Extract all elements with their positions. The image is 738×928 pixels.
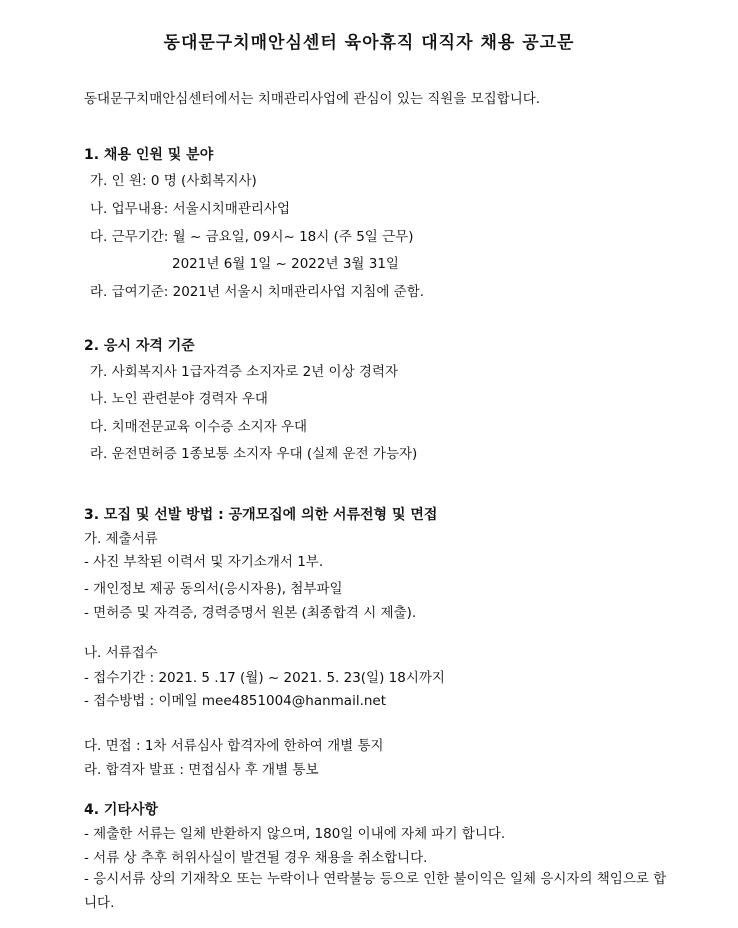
- section-2-item: 라. 운전면허증 1종보통 소지자 우대 (실제 운전 가능자): [90, 446, 418, 462]
- section-3-item: - 개인정보 제공 동의서(응시자용), 첨부파일: [84, 581, 343, 597]
- section-3-heading: 3. 모집 및 선발 방법 : 공개모집에 의한 서류전형 및 면접: [84, 507, 438, 523]
- section-2-item: 다. 치매전문교육 이수증 소지자 우대: [90, 419, 308, 435]
- intro-text: 동대문구치매안심센터에서는 치매관리사업에 관심이 있는 직원을 모집합니다.: [84, 91, 541, 107]
- section-1-item: 라. 급여기준: 2021년 서울시 치매관리사업 지침에 준함.: [90, 284, 425, 300]
- section-1-item: 다. 근무기간: 월 ~ 금요일, 09시~ 18시 (주 5일 근무): [90, 229, 414, 245]
- section-4-heading: 4. 기타사항: [84, 802, 159, 818]
- section-2-item: 나. 노인 관련분야 경력자 우대: [90, 391, 268, 407]
- section-4-item: - 응시서류 상의 기재착오 또는 누락이나 연락불능 등으로 인한 불이익은 일체 응시자의 책임으로 합니다.: [84, 871, 667, 911]
- section-1-item: 나. 업무내용: 서울시치매관리사업: [90, 201, 290, 217]
- section-3-sub-c: 다. 면접 : 1차 서류심사 합격자에 한하여 개별 통지: [84, 738, 384, 754]
- section-3-item: - 접수기간 : 2021. 5 .17 (월) ~ 2021. 5. 23(일) 18시까지: [84, 670, 445, 686]
- section-3-item: - 접수방법 : 이메일 mee4851004@hanmail.net: [84, 693, 387, 709]
- section-1-item: 가. 인 원: 0 명 (사회복지사): [90, 173, 257, 189]
- document-title: 동대문구치매안심센터 육아휴직 대직자 채용 공고문: [163, 33, 575, 53]
- section-3-sub-b: 나. 서류접수: [84, 645, 158, 661]
- section-4-item: - 서류 상 추후 허위사실이 발견될 경우 채용을 취소합니다.: [84, 850, 428, 866]
- section-4-item: - 제출한 서류는 일체 반환하지 않으며, 180일 이내에 자체 파기 합니다.: [84, 826, 506, 842]
- section-1-item: 2021년 6월 1일 ~ 2022년 3월 31일: [172, 256, 399, 272]
- section-3-sub-a: 가. 제출서류: [84, 531, 158, 547]
- section-3-sub-d: 라. 합격자 발표 : 면접심사 후 개별 통보: [84, 762, 319, 778]
- section-3-item: - 사진 부착된 이력서 및 자기소개서 1부.: [84, 554, 324, 570]
- section-1-heading: 1. 채용 인원 및 분야: [84, 147, 214, 163]
- section-3-item: - 면허증 및 자격증, 경력증명서 원본 (최종합격 시 제출).: [84, 605, 417, 621]
- section-2-heading: 2. 응시 자격 기준: [84, 338, 195, 354]
- section-2-item: 가. 사회복지사 1급자격증 소지자로 2년 이상 경력자: [90, 364, 399, 380]
